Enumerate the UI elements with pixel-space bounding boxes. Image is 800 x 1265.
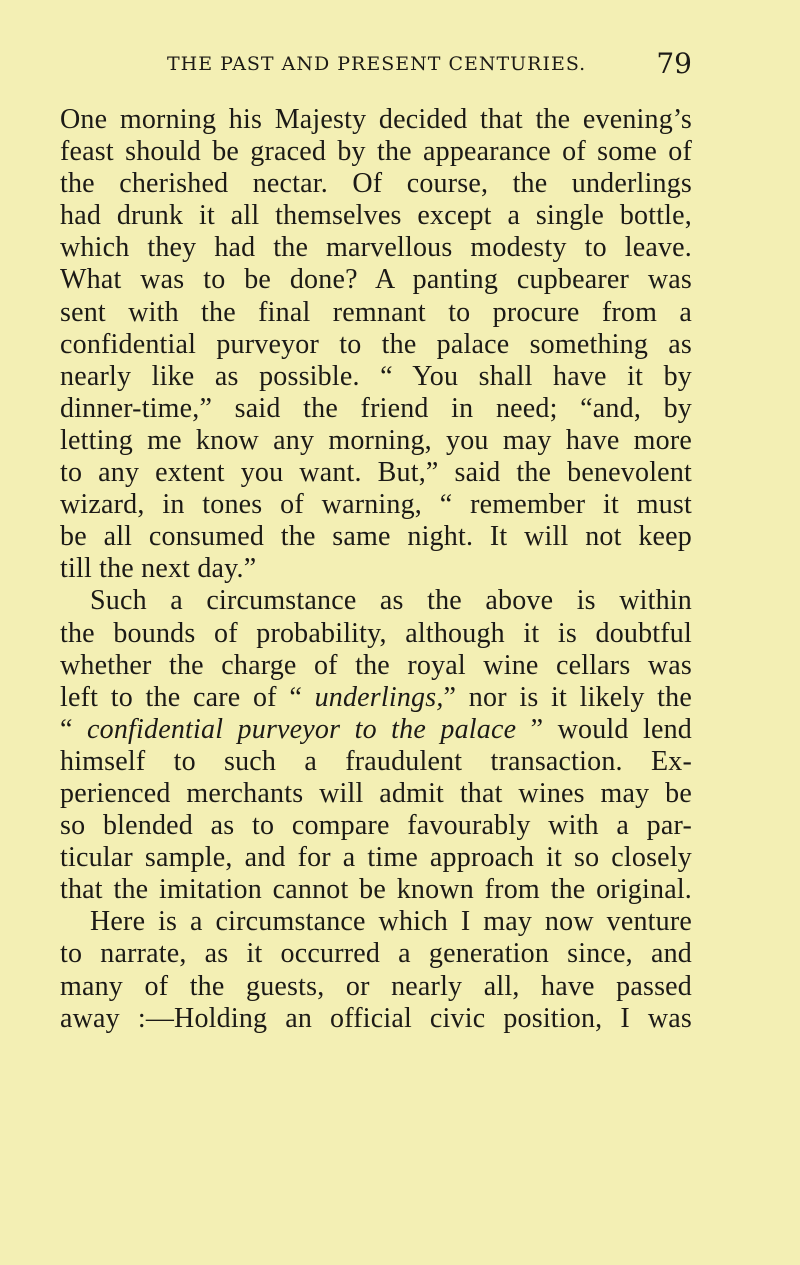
page-header (60, 47, 692, 87)
text-line: so blended as to compare favourably with a par- (60, 810, 692, 842)
italic-phrase: confidential purveyor to the palace (87, 713, 517, 745)
page-number: 79 (656, 47, 692, 80)
text-line: Such a circumstance as the above is within (90, 585, 692, 617)
text-line: Here is a circumstance which I may now venture (90, 906, 692, 938)
text-line: feast should be graced by the appearance of some of (60, 136, 692, 168)
text-line: to any extent you want. But,” said the benevolent (60, 457, 692, 489)
text-line: himself to such a fraudulent transaction. Ex- (60, 745, 692, 777)
text-line: dinner-time,” said the friend in need; “and, by (60, 392, 692, 424)
text-line: perienced merchants will admit that wines may be (60, 777, 692, 809)
text-line: to narrate, as it occurred a generation since, and (60, 938, 692, 970)
text-line: What was to be done? A panting cupbearer was (60, 264, 692, 296)
text-line: many of the guests, or nearly all, have passed (60, 970, 692, 1002)
text-line: that the imitation cannot be known from the original. (60, 874, 692, 906)
text-line: wizard, in tones of warning, “ remember it must (60, 489, 692, 521)
text-line: the bounds of probability, although it is doubtful (60, 617, 692, 649)
body-text (60, 104, 692, 1035)
text-line: letting me know any morning, you may have more (60, 424, 692, 456)
text-line: confidential purveyor to the palace something as (60, 328, 692, 360)
italic-phrase: underlings, (314, 681, 444, 713)
text-line: whether the charge of the royal wine cellars was (60, 649, 692, 681)
text-line: sent with the final remnant to procure from a (60, 296, 692, 328)
text-line: “ confidential purveyor to the palace ” would lend (60, 713, 692, 745)
text-line: had drunk it all themselves except a single bottle, (60, 200, 692, 232)
text-line: away :—Holding an official civic position, I was (60, 1002, 692, 1034)
text-line: nearly like as possible. “ You shall have it by (60, 360, 692, 392)
text-line: be all consumed the same night. It will not keep (60, 521, 692, 553)
text-line: left to the care of “ underlings,” nor is it likely the (60, 681, 692, 713)
text-line: till the next day.” (60, 553, 257, 585)
running-title: THE PAST AND PRESENT CENTURIES. (167, 53, 587, 75)
text-line: ticular sample, and for a time approach it so closely (60, 842, 692, 874)
text-line: One morning his Majesty decided that the evening’s (60, 104, 692, 135)
text-line: the cherished nectar. Of course, the underlings (60, 168, 692, 200)
text-line: which they had the marvellous modesty to leave. (60, 232, 692, 264)
